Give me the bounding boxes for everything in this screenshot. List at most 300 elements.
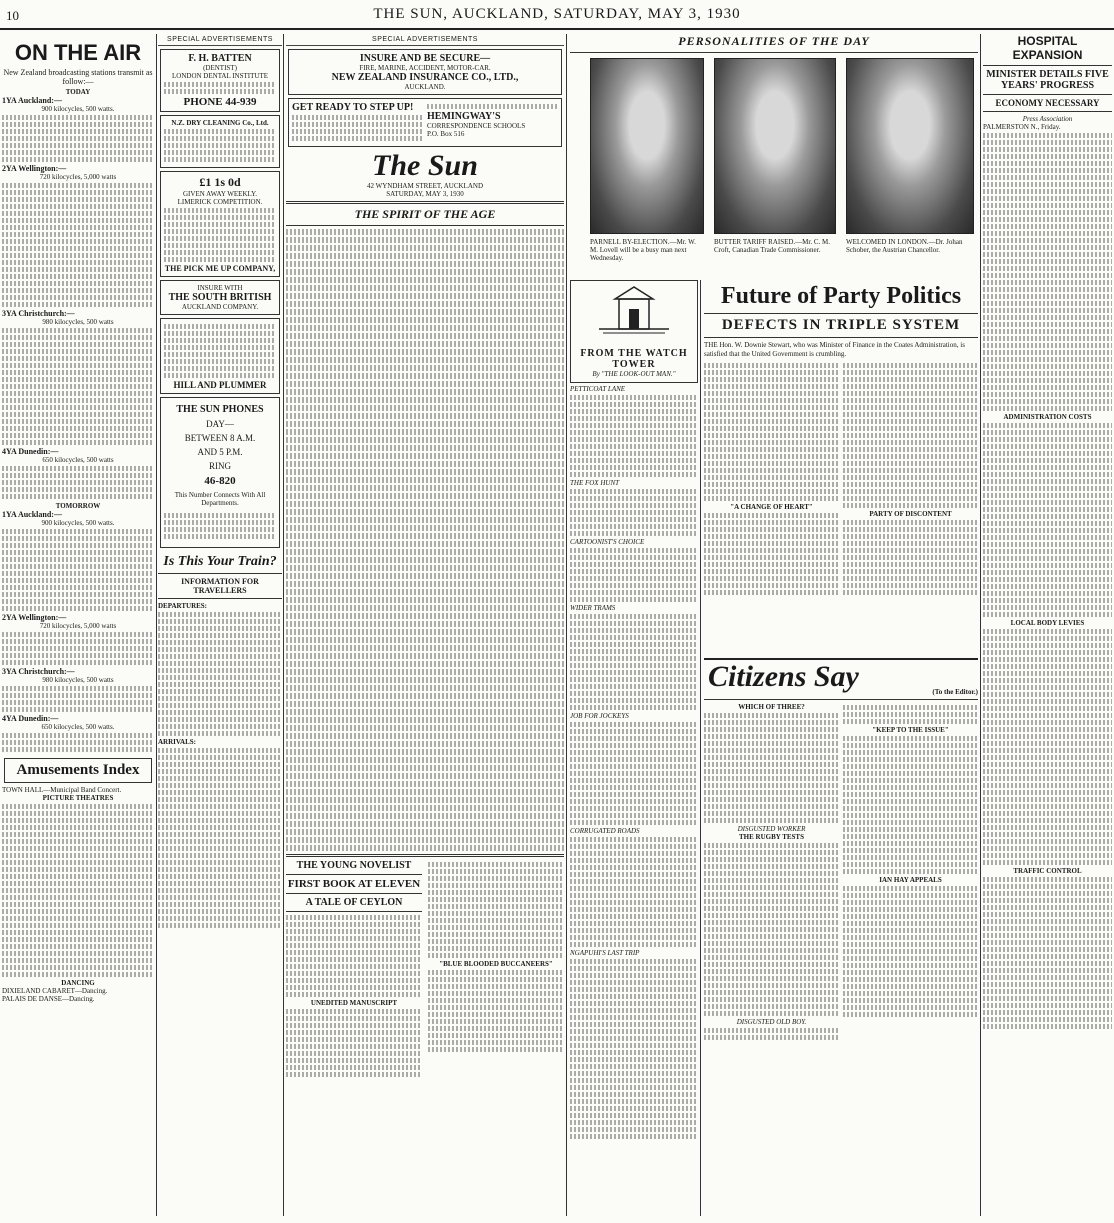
text-line <box>983 797 1112 802</box>
text-line <box>570 886 698 891</box>
text-line <box>843 956 978 961</box>
text-line <box>843 862 978 867</box>
text-line <box>983 154 1112 159</box>
text-line <box>158 647 282 652</box>
text-line <box>983 832 1112 837</box>
text-line <box>428 991 564 996</box>
text-line <box>164 345 276 350</box>
text-line <box>164 129 276 134</box>
text-line <box>2 335 154 340</box>
text-line <box>286 389 564 395</box>
text-line <box>2 494 154 499</box>
text-line <box>570 799 698 804</box>
text-line <box>2 972 154 977</box>
text-line <box>164 215 276 220</box>
text-line <box>570 444 698 449</box>
text-line <box>2 818 154 823</box>
text-line <box>983 678 1112 683</box>
text-line <box>570 409 698 414</box>
portrait-photo <box>590 58 704 234</box>
text-line <box>704 920 839 925</box>
text-line <box>158 902 282 907</box>
text-line <box>2 700 154 705</box>
text-line <box>286 325 564 331</box>
text-line <box>158 654 282 659</box>
text-line <box>158 682 282 687</box>
text-line <box>843 907 978 912</box>
text-line <box>570 722 698 727</box>
text-line <box>2 239 154 244</box>
text-line <box>2 218 154 223</box>
citizens-say-section: Citizens Say (To the Editor.) WHICH OF THREE? DISGUSTED WORKER THE RUGBY TESTS DISGUSTED OLD BOY. "KEEP TO THE ISSUE" IAN HAY APPEALS <box>704 658 978 1216</box>
limerick-ad: £1 1s 0d GIVEN AWAY WEEKLY. LIMERICK COMPETITION. THE PICK ME UP COMPANY, <box>160 171 280 277</box>
text-line <box>286 309 564 315</box>
text-line <box>983 161 1112 166</box>
text-line <box>158 762 282 767</box>
text-line <box>843 785 978 790</box>
amusements-index-box <box>4 758 152 783</box>
text-line <box>704 892 839 897</box>
text-line <box>704 755 839 760</box>
text-line <box>286 1051 422 1056</box>
text-line <box>570 423 698 428</box>
text-line <box>983 982 1112 987</box>
text-line <box>164 373 276 378</box>
text-line <box>158 888 282 893</box>
watch-tower-column: FROM THE WATCH TOWER By "THE LOOK-OUT MAN." PETTICOAT LANE THE FOX HUNT CARTOONIST'S CHOICE WIDER TRAMS JOB FOR JOCKEYS CORRUGATED ROADS NGAPUHI'S LAST TRIP <box>570 280 698 1216</box>
text-line <box>843 433 978 438</box>
train-heading: Is This Your Train? <box>163 554 277 569</box>
text-line <box>704 496 839 501</box>
text-line <box>570 935 698 940</box>
text-line <box>843 405 978 410</box>
text-line <box>570 562 698 567</box>
text-line <box>570 921 698 926</box>
text-line <box>158 769 282 774</box>
text-line <box>704 783 839 788</box>
text-line <box>2 740 154 745</box>
text-line <box>286 685 564 691</box>
text-line <box>2 693 154 698</box>
text-line <box>286 709 564 715</box>
text-line <box>164 229 276 234</box>
text-line <box>158 710 282 715</box>
text-line <box>983 500 1112 505</box>
text-line <box>286 541 564 547</box>
text-line <box>286 661 564 667</box>
text-line <box>286 653 564 659</box>
text-line <box>983 643 1112 648</box>
text-line <box>983 650 1112 655</box>
text-line <box>2 122 154 127</box>
text-line <box>158 853 282 858</box>
text-line <box>704 934 839 939</box>
hemingway-ad: GET READY TO STEP UP! HEMINGWAY'S CORRESPONDENCE SCHOOLS P.O. Box 516 <box>288 98 562 147</box>
text-line <box>983 507 1112 512</box>
text-line <box>428 998 564 1003</box>
text-line <box>843 489 978 494</box>
text-line <box>292 115 423 120</box>
text-line <box>158 755 282 760</box>
text-line <box>983 528 1112 533</box>
text-line <box>158 916 282 921</box>
text-line <box>704 850 839 855</box>
text-line <box>983 727 1112 732</box>
text-line <box>983 762 1112 767</box>
text-line <box>286 1009 422 1014</box>
text-line <box>983 493 1112 498</box>
text-line <box>158 804 282 809</box>
text-line <box>286 373 564 379</box>
text-line <box>570 465 698 470</box>
station-block: 3YA Christchurch:— 980 kilocycles, 500 watts <box>2 309 154 445</box>
text-line <box>843 541 978 546</box>
text-line <box>983 322 1112 327</box>
page-number: 10 <box>6 8 19 23</box>
text-line <box>286 429 564 435</box>
text-line <box>983 577 1112 582</box>
text-line <box>158 633 282 638</box>
text-line <box>428 904 564 909</box>
text-line <box>843 806 978 811</box>
text-line <box>158 640 282 645</box>
text-line <box>286 701 564 707</box>
text-line <box>2 295 154 300</box>
text-line <box>2 281 154 286</box>
text-line <box>2 363 154 368</box>
text-line <box>570 628 698 633</box>
text-line <box>843 454 978 459</box>
text-line <box>704 370 839 375</box>
text-line <box>570 590 698 595</box>
text-line <box>570 1015 698 1020</box>
text-line <box>158 668 282 673</box>
text-line <box>286 985 422 990</box>
portrait-photo <box>714 58 836 234</box>
text-line <box>570 548 698 553</box>
text-line <box>2 136 154 141</box>
text-line <box>983 294 1112 299</box>
text-line <box>286 333 564 339</box>
text-line <box>983 217 1112 222</box>
text-line <box>704 713 839 718</box>
text-line <box>983 196 1112 201</box>
text-line <box>843 590 978 595</box>
text-line <box>570 656 698 661</box>
text-line <box>843 496 978 501</box>
text-line <box>2 543 154 548</box>
text-line <box>286 525 564 531</box>
photo-caption: WELCOMED IN LONDON.—Dr. Johan Schober, the Austrian Chancellor. <box>846 238 963 254</box>
text-line <box>2 150 154 155</box>
text-line <box>2 419 154 424</box>
text-line <box>983 940 1112 945</box>
text-line <box>428 946 564 951</box>
text-line <box>164 257 276 262</box>
party-headline: Future of Party Politics <box>720 283 962 309</box>
text-line <box>2 157 154 162</box>
text-line <box>704 776 839 781</box>
text-line <box>570 914 698 919</box>
text-line <box>704 482 839 487</box>
text-line <box>2 832 154 837</box>
floor-ad: HILL AND PLUMMER <box>160 318 280 394</box>
text-line <box>983 486 1112 491</box>
text-line <box>286 477 564 483</box>
text-line <box>2 197 154 202</box>
text-line <box>704 857 839 862</box>
text-line <box>286 805 564 811</box>
text-line <box>843 583 978 588</box>
text-line <box>983 975 1112 980</box>
text-line <box>286 992 422 997</box>
text-line <box>286 1030 422 1035</box>
text-line <box>2 825 154 830</box>
text-line <box>983 378 1112 383</box>
text-line <box>843 893 978 898</box>
text-line <box>843 799 978 804</box>
text-line <box>843 771 978 776</box>
dancing-label: DANCING <box>61 979 95 987</box>
text-line <box>427 104 558 109</box>
text-line <box>164 150 276 155</box>
text-line <box>983 301 1112 306</box>
text-line <box>286 261 564 267</box>
text-line <box>164 324 276 329</box>
text-line <box>983 210 1112 215</box>
text-line <box>570 973 698 978</box>
text-line <box>2 707 154 712</box>
text-line <box>158 731 282 736</box>
text-line <box>2 660 154 665</box>
text-line <box>164 243 276 248</box>
text-line <box>843 419 978 424</box>
text-line <box>2 585 154 590</box>
text-line <box>158 724 282 729</box>
text-line <box>983 385 1112 390</box>
text-line <box>570 1029 698 1034</box>
text-line <box>570 1106 698 1111</box>
text-line <box>286 277 564 283</box>
text-line <box>2 433 154 438</box>
text-line <box>2 426 154 431</box>
text-line <box>843 750 978 755</box>
text-line <box>983 818 1112 823</box>
text-line <box>158 881 282 886</box>
text-line <box>158 783 282 788</box>
text-line <box>570 820 698 825</box>
text-line <box>843 914 978 919</box>
text-line <box>704 913 839 918</box>
text-line <box>286 413 564 419</box>
portrait-photo <box>846 58 974 234</box>
dry-cleaning-ad: N.Z. DRY CLEANING Co., Ltd. <box>160 115 280 168</box>
text-line <box>983 926 1112 931</box>
south-british-ad: INSURE WITH THE SOUTH BRITISH AUCKLAND COMPANY. <box>160 280 280 315</box>
text-line <box>286 829 564 835</box>
intro-text: New Zealand broadcasting stations transmit as follow:— <box>3 68 153 86</box>
text-line <box>2 190 154 195</box>
text-line <box>570 959 698 964</box>
text-line <box>2 599 154 604</box>
text-line <box>983 912 1112 917</box>
text-line <box>2 902 154 907</box>
text-line <box>570 437 698 442</box>
text-line <box>286 957 422 962</box>
text-line <box>983 336 1112 341</box>
text-line <box>570 1127 698 1132</box>
text-line <box>2 557 154 562</box>
text-line <box>158 661 282 666</box>
party-politics-article: Future of Party Politics DEFECTS IN TRIPLE SYSTEM THE Hon. W. Downie Stewart, who was Minister of Finance in the Coates Administration, is satisfied that the United Government is crumbling. "A CHANGE OF HEART" PARTY OF DISCONTENT <box>704 282 978 654</box>
text-line <box>983 996 1112 1001</box>
text-line <box>164 527 276 532</box>
text-line <box>2 260 154 265</box>
text-line <box>570 907 698 912</box>
text-line <box>983 1010 1112 1015</box>
text-line <box>570 893 698 898</box>
text-line <box>983 451 1112 456</box>
text-line <box>570 750 698 755</box>
text-line <box>286 797 564 803</box>
text-line <box>164 366 276 371</box>
text-line <box>983 329 1112 334</box>
text-line <box>2 129 154 134</box>
text-line <box>843 963 978 968</box>
text-line <box>983 629 1112 634</box>
text-line <box>983 140 1112 145</box>
text-line <box>983 591 1112 596</box>
text-line <box>292 136 423 141</box>
text-line <box>286 253 564 259</box>
text-line <box>2 412 154 417</box>
text-line <box>570 994 698 999</box>
text-line <box>286 565 564 571</box>
text-line <box>983 776 1112 781</box>
text-line <box>843 705 978 710</box>
text-line <box>428 862 564 867</box>
text-line <box>983 437 1112 442</box>
text-line <box>286 301 564 307</box>
text-line <box>983 266 1112 271</box>
text-line <box>704 405 839 410</box>
text-line <box>286 589 564 595</box>
text-line <box>983 273 1112 278</box>
text-line <box>983 671 1112 676</box>
text-line <box>704 475 839 480</box>
text-line <box>158 895 282 900</box>
text-line <box>843 743 978 748</box>
text-line <box>2 536 154 541</box>
text-line <box>983 514 1112 519</box>
text-line <box>570 851 698 856</box>
text-line <box>2 302 154 307</box>
text-line <box>158 675 282 680</box>
text-line <box>286 501 564 507</box>
text-line <box>843 555 978 560</box>
text-line <box>2 384 154 389</box>
text-line <box>843 991 978 996</box>
text-line <box>983 790 1112 795</box>
text-line <box>292 129 423 134</box>
column-rule <box>283 34 284 1216</box>
text-line <box>286 557 564 563</box>
watch-tower-title: FROM THE WATCH TOWER <box>580 348 688 370</box>
text-line <box>704 899 839 904</box>
text-line <box>983 741 1112 746</box>
text-line <box>843 468 978 473</box>
text-line <box>570 1071 698 1076</box>
text-line <box>983 685 1112 690</box>
column-rule <box>566 34 567 1216</box>
text-line <box>570 635 698 640</box>
text-line <box>704 419 839 424</box>
text-line <box>2 115 154 120</box>
text-line <box>704 983 839 988</box>
text-line <box>428 1012 564 1017</box>
text-line <box>843 886 978 891</box>
citizens-say-title: Citizens Say <box>708 660 859 693</box>
text-line <box>2 592 154 597</box>
text-line <box>843 520 978 525</box>
text-line <box>570 1050 698 1055</box>
text-line <box>983 769 1112 774</box>
text-line <box>2 473 154 478</box>
sun-phones-box: THE SUN PHONES DAY— BETWEEN 8 A.M. AND 5 P.M. RING 46-820 This Number Connects With All Departments. <box>160 397 280 548</box>
text-line <box>983 343 1112 348</box>
text-line <box>570 980 698 985</box>
text-line <box>843 984 978 989</box>
text-line <box>286 943 422 948</box>
text-line <box>843 813 978 818</box>
text-line <box>158 860 282 865</box>
text-line <box>983 612 1112 617</box>
text-line <box>428 1033 564 1038</box>
text-line <box>704 569 839 574</box>
text-line <box>158 748 282 753</box>
text-line <box>286 749 564 755</box>
text-line <box>704 1035 839 1040</box>
text-line <box>2 930 154 935</box>
text-line <box>570 597 698 602</box>
text-line <box>158 839 282 844</box>
text-line <box>286 421 564 427</box>
text-line <box>286 929 422 934</box>
text-line <box>704 864 839 869</box>
text-line <box>570 872 698 877</box>
text-line <box>2 487 154 492</box>
text-line <box>158 790 282 795</box>
text-line <box>286 581 564 587</box>
text-line <box>2 839 154 844</box>
text-line <box>843 461 978 466</box>
text-line <box>983 252 1112 257</box>
party-lead: THE Hon. W. Downie Stewart, who was Minister of Finance in the Coates Administration, is satisfied that the United Government is crumbling. <box>704 341 965 358</box>
text-line <box>983 1024 1112 1029</box>
text-line <box>286 821 564 827</box>
text-line <box>570 1022 698 1027</box>
text-line <box>286 978 422 983</box>
text-line <box>570 1099 698 1104</box>
text-line <box>286 629 564 635</box>
text-line <box>983 280 1112 285</box>
picture-theatres-label: PICTURE THEATRES <box>42 794 114 802</box>
town-hall-entry: TOWN HALL—Municipal Band Concert. <box>2 786 122 794</box>
text-line <box>286 613 564 619</box>
text-line <box>2 686 154 691</box>
text-line <box>286 813 564 819</box>
text-line <box>704 384 839 389</box>
